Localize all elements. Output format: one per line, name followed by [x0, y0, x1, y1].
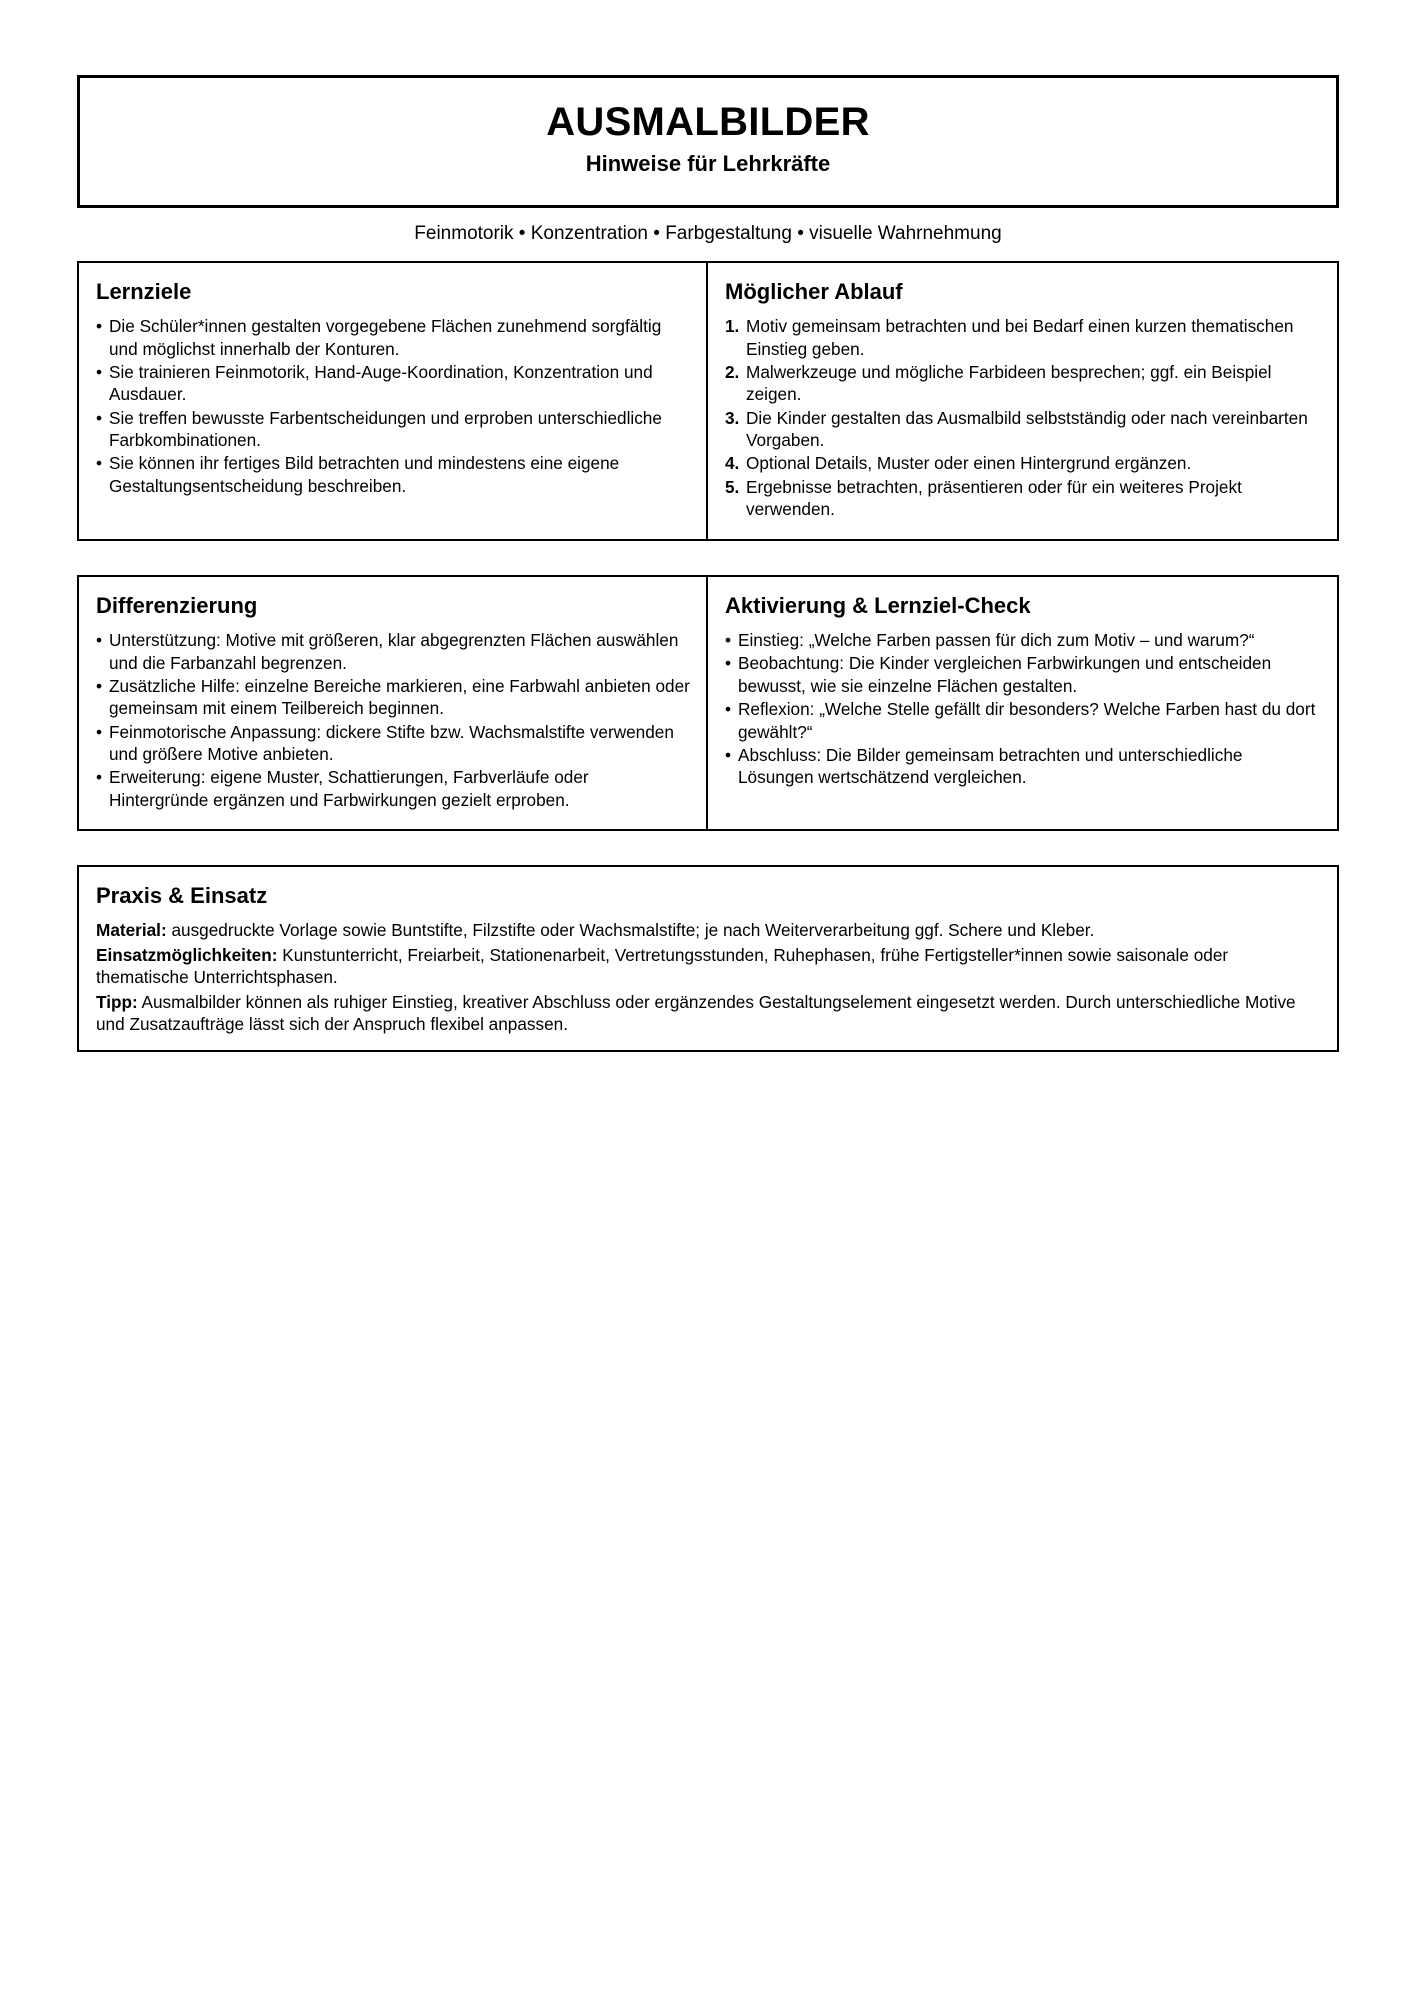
ablauf-section — [708, 263, 1337, 539]
ablauf-heading: Möglicher Ablauf — [725, 279, 903, 304]
skills-tagline: Feinmotorik • Konzentration • Farbgestaltung • visuelle Wahrnehmung — [414, 223, 1002, 244]
list-item: • Die Schüler*innen gestalten vorgegebene Flächen zunehmend sorgfältig und möglichst innerhalb der Konturen. — [96, 316, 662, 359]
material-label: Material: — [96, 920, 167, 940]
bullet-mark: • — [96, 767, 103, 788]
material-paragraph — [96, 919, 1321, 942]
einsatz-label: Einsatzmöglichkeiten: — [96, 944, 278, 965]
bullet-mark: • — [96, 721, 103, 742]
list-item: • Feinmotorische Anpassung: dickere Stifte bzw. Wachsmalstifte verwenden und größere Motive anbieten. — [96, 721, 674, 765]
step-number: 1. — [725, 316, 740, 336]
differenzierung-list — [96, 629, 690, 812]
ablauf-list — [725, 315, 1321, 521]
lernziele-list — [96, 315, 690, 498]
praxis-heading: Praxis & Einsatz — [96, 883, 268, 908]
bullet-mark: • — [96, 316, 103, 336]
section-row-2 — [77, 575, 1339, 831]
aktivierung-section — [708, 577, 1337, 829]
bullet-mark: • — [96, 675, 103, 696]
step-number: 5. — [725, 476, 740, 497]
list-item: 5. Ergebnisse betrachten, präsentieren oder für ein weiteres Projekt verwenden. — [725, 476, 1242, 520]
aktivierung-list — [725, 629, 1321, 789]
list-item: 1. Motiv gemeinsam betrachten und bei Bedarf einen kurzen thematischen Einstieg geben. — [725, 316, 1294, 359]
differenzierung-section — [79, 577, 708, 829]
list-item: • Reflexion: „Welche Stelle gefällt dir besonders? Welche Farben hast du dort gewählt?“ — [725, 698, 1316, 742]
tipp-text: Ausmalbilder können als ruhiger Einstieg, kreativer Abschluss oder ergänzendes Gestaltungselement eingesetzt werden. Durch unterschiedliche Motive und Zusatzaufträge lässt sich der Anspruch flexibel anpassen. — [96, 991, 1296, 1035]
einsatz-text: Kunstunterricht, Freiarbeit, Stationenarbeit, Vertretungsstunden, Ruhephasen, frühe Fertigsteller*innen sowie saisonale oder thematische Unterrichtsphasen. — [96, 944, 1229, 988]
list-item: 2. Malwerkzeuge und mögliche Farbideen besprechen; ggf. ein Beispiel zeigen. — [725, 361, 1272, 405]
list-item: • Abschluss: Die Bilder gemeinsam betrachten und unterschiedliche Lösungen wertschätzend vergleichen. — [725, 744, 1243, 788]
material-text: ausgedruckte Vorlage sowie Buntstifte, Filzstifte oder Wachsmalstifte; je nach Weiterverarbeitung ggf. Schere und Kleber. — [166, 920, 1095, 940]
page-subtitle: Hinweise für Lehrkräfte — [585, 151, 831, 176]
list-item: • Unterstützung: Motive mit größeren, klar abgegrenzten Flächen auswählen und die Farbanzahl begrenzen. — [96, 630, 679, 673]
list-item: • Erweiterung: eigene Muster, Schattierungen, Farbverläufe oder Hintergründe ergänzen und Farbwirkungen gezielt erproben. — [96, 767, 589, 810]
bullet-mark: • — [96, 453, 103, 474]
aktivierung-heading: Aktivierung & Lernziel-Check — [725, 593, 1031, 618]
bullet-mark: • — [96, 630, 103, 650]
bullet-mark: • — [725, 653, 732, 674]
page-title: AUSMALBILDER — [546, 100, 870, 144]
section-row-1 — [77, 261, 1339, 541]
step-number: 3. — [725, 407, 740, 428]
list-item: • Beobachtung: Die Kinder vergleichen Farbwirkungen und entscheiden bewusst, wie sie einzelne Flächen gestalten. — [725, 653, 1272, 696]
title-box — [77, 75, 1339, 208]
praxis-section — [77, 865, 1339, 1052]
bullet-mark: • — [96, 361, 103, 382]
list-item: • Sie trainieren Feinmotorik, Hand-Auge-Koordination, Konzentration und Ausdauer. — [96, 361, 653, 405]
lernziele-section — [79, 263, 708, 539]
list-item: • Sie können ihr fertiges Bild betrachten und mindestens eine eigene Gestaltungsentscheidung beschreiben. — [96, 453, 620, 496]
list-item: • Zusätzliche Hilfe: einzelne Bereiche markieren, eine Farbwahl anbieten oder gemeinsam mit einem Teilbereich beginnen. — [96, 675, 690, 719]
list-item: • Einstieg: „Welche Farben passen für dich zum Motiv – und warum?“ — [725, 630, 1255, 650]
tipp-label: Tipp: — [96, 991, 138, 1012]
differenzierung-heading: Differenzierung — [96, 593, 258, 618]
list-item: 4. Optional Details, Muster oder einen Hintergrund ergänzen. — [725, 453, 1192, 474]
einsatz-paragraph — [96, 944, 1321, 989]
step-number: 2. — [725, 361, 740, 382]
lernziele-heading: Lernziele — [96, 279, 192, 304]
list-item: • Sie treffen bewusste Farbentscheidungen und erproben unterschiedliche Farbkombinationen. — [96, 407, 662, 451]
tipp-paragraph — [96, 991, 1321, 1036]
bullet-mark: • — [96, 407, 103, 428]
bullet-mark: • — [725, 744, 732, 765]
bullet-mark: • — [725, 698, 732, 719]
list-item: 3. Die Kinder gestalten das Ausmalbild selbstständig oder nach vereinbarten Vorgaben. — [725, 407, 1308, 451]
step-number: 4. — [725, 453, 740, 474]
bullet-mark: • — [725, 630, 732, 650]
document-page — [77, 75, 1339, 1052]
